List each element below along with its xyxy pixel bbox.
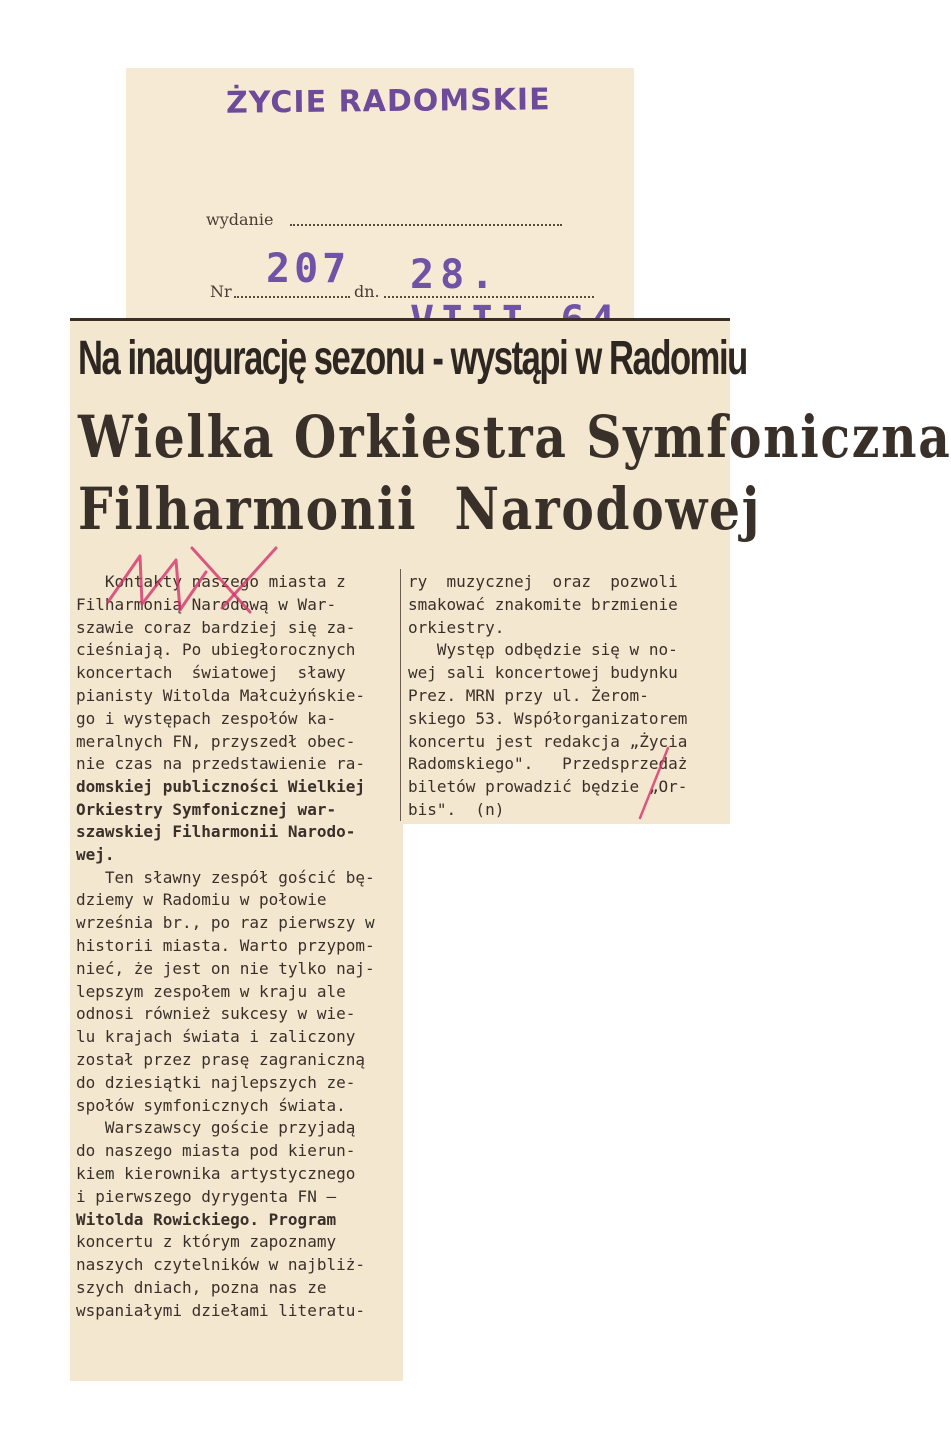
headline-line-2: Filharmonii Narodowej: [78, 475, 762, 543]
article-text-line: Występ odbędzie się w no-: [408, 640, 678, 660]
article-column-2: [408, 571, 726, 822]
article-text-line: nie czas na przedstawienie ra-: [76, 754, 365, 774]
article-text-line: Radomskiego". Przedsprzedaż: [408, 754, 688, 774]
article-text-line: Witolda Rowickiego. Program: [76, 1209, 337, 1229]
article-text-line: pianisty Witolda Małcużyńskie-: [76, 685, 365, 705]
article-column-1: [76, 571, 398, 822]
article-text-line: szych dniach, pozna nas ze: [76, 1277, 327, 1297]
article-text-line: biletów prowadzić będzie „Or-: [408, 777, 688, 797]
number-label: Nr: [210, 282, 232, 301]
newspaper-clipping: [70, 318, 951, 824]
article-text-line: wej.: [76, 844, 115, 864]
date-label: dn.: [354, 282, 380, 301]
article-text-line: dziemy w Radomiu w połowie: [76, 890, 327, 910]
article-column-1-continued: [76, 821, 398, 1323]
article-text-line: naszych czytelników w najbliż-: [76, 1255, 365, 1275]
article-text-line: Prez. MRN przy ul. Żerom-: [408, 685, 649, 705]
article-text-line: Warszawscy goście przyjadą: [76, 1118, 356, 1138]
headline-line-1: Wielka Orkiestra Symfoniczna: [78, 403, 951, 471]
article-text-line: Ten sławny zespół gościć bę-: [76, 867, 375, 887]
column-divider: [400, 569, 401, 824]
article-text-line: Filharmonią Narodową w War-: [76, 594, 337, 614]
article-text-line: koncertu jest redakcja „Życia: [408, 731, 688, 751]
article-text-line: koncertu z którym zapoznamy: [76, 1232, 337, 1252]
number-dotted-line: [234, 296, 350, 298]
article-text-line: nieć, że jest on nie tylko naj-: [76, 958, 375, 978]
archive-stamp-slip: [126, 68, 634, 330]
article-text-line: lepszym zespołem w kraju ale: [76, 981, 346, 1001]
issue-number-stamp: 207: [266, 246, 351, 292]
article-text-line: odnosi również sukcesy w wie-: [76, 1004, 356, 1024]
article-text-line: smakować znakomite brzmienie: [408, 594, 678, 614]
article-text-line: meralnych FN, przyszedł obec-: [76, 731, 356, 751]
article-main-headline: [78, 401, 951, 545]
article-text-line: i pierwszego dyrygenta FN —: [76, 1186, 337, 1206]
edition-label: wydanie: [206, 210, 274, 229]
article-text-line: Kontakty naszego miasta z: [76, 572, 346, 591]
article-text-line: do dziesiątki najlepszych ze-: [76, 1072, 356, 1092]
article-text-line: społów symfonicznych świata.: [76, 1095, 346, 1115]
article-text-line: do naszego miasta pod kierun-: [76, 1141, 356, 1161]
article-text-line: został przez prasę zagraniczną: [76, 1049, 365, 1069]
stamp-newspaper-title: ŻYCIE RADOMSKIE: [225, 82, 551, 121]
article-text-line: kiem kierownika artystycznego: [76, 1163, 356, 1183]
article-text-line: września br., po raz pierwszy w: [76, 913, 375, 933]
article-text-line: orkiestry.: [408, 617, 505, 637]
article-text-line: ry muzycznej oraz pozwoli: [408, 572, 678, 591]
article-text-line: szawie coraz bardziej się za-: [76, 617, 356, 637]
article-text-line: Orkiestry Symfonicznej war-: [76, 799, 337, 819]
article-text-line: lu krajach świata i zaliczony: [76, 1027, 356, 1047]
article-text-line: szawskiej Filharmonii Narodo-: [76, 822, 356, 841]
newspaper-clipping-continuation: [70, 821, 403, 1381]
article-text-line: skiego 53. Współorganizatorem: [408, 708, 688, 728]
edition-dotted-line: [290, 224, 562, 226]
issue-date-stamp: 28.: [410, 252, 501, 298]
article-text-line: historii miasta. Warto przypom-: [76, 935, 375, 955]
article-text-line: cieśniają. Po ubiegłorocznych: [76, 640, 356, 660]
article-text-line: go i występach zespołów ka-: [76, 708, 337, 728]
article-text-line: wspaniałymi dziełami literatu-: [76, 1300, 365, 1320]
article-text-line: bis". (n): [408, 799, 505, 819]
article-text-line: koncertach światowej sławy: [76, 663, 346, 683]
article-text-line: wej sali koncertowej budynku: [408, 663, 678, 683]
article-text-line: domskiej publiczności Wielkiej: [76, 777, 365, 797]
article-kicker-headline: Na inaugurację sezonu - wystąpi w Radomiu: [78, 332, 747, 385]
